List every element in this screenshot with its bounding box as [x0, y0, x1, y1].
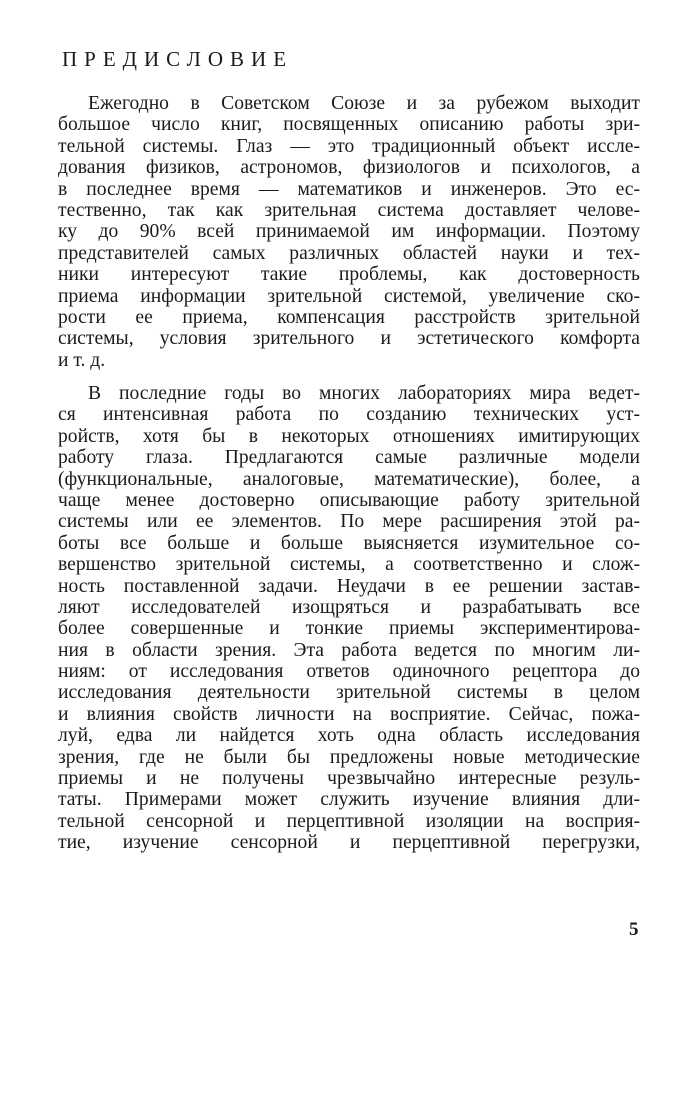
paragraph-1-line-5: в последнее время — математиков и инженеров. Это ес- [58, 178, 640, 200]
paragraph-2-line-9: вершенство зрительной системы, а соответственно и слож- [58, 554, 640, 576]
paragraph-1-line-12: системы, условия зрительного и эстетического комфорта [58, 328, 640, 350]
paragraph-2-line-11: ляют исследователей изощряться и разрабатывать все [58, 596, 640, 618]
paragraph-1-line-6: тественно, так как зрительная система доставляет челове- [58, 199, 640, 221]
paragraph-1-line-7: ку до 90% всей принимаемой им информации. Поэтому [58, 221, 640, 243]
paragraph-1-line-11: рости ее приема, компенсация расстройств зрительной [58, 306, 640, 328]
paragraph-2-line-8: боты все больше и больше выясняется изумительное со- [58, 532, 640, 554]
paragraph-1-line-8: представителей самых различных областей науки и тех- [58, 242, 640, 264]
paragraph-1 [58, 93, 640, 371]
paragraph-2-line-15: исследования деятельности зрительной системы в целом [58, 682, 640, 704]
paragraph-1-line-1: Ежегодно в Советском Союзе и за рубежом выходит [88, 93, 640, 114]
paragraph-2-line-20: таты. Примерами может служить изучение влияния дли- [58, 789, 640, 811]
paragraph-1-line-9: ники интересуют такие проблемы, как достоверность [58, 264, 640, 286]
paragraph-2-line-16: и влияния свойств личности на восприятие. Сейчас, пожа- [58, 703, 640, 725]
paragraph-1-line-10: приема информации зрительной системой, увеличение ско- [58, 285, 640, 307]
paragraph-1-line-2: большое число книг, посвященных описанию работы зри- [58, 114, 640, 136]
paragraph-2-line-21: тельной сенсорной и перцептивной изоляции на восприя- [58, 810, 640, 832]
paragraph-2-line-13: ния в области зрения. Эта работа ведется по многим ли- [58, 639, 640, 661]
paragraph-2-line-6: чаще менее достоверно описывающие работу зрительной [58, 489, 640, 511]
paragraph-2-line-2: ся интенсивная работа по созданию технических уст- [58, 404, 640, 426]
paragraph-2-line-4: работу глаза. Предлагаются самые различные модели [58, 447, 640, 469]
paragraph-2 [58, 383, 640, 854]
paragraph-2-line-22: тие, изучение сенсорной и перцептивной перегрузки, [58, 832, 640, 854]
paragraph-1-line-4: дования физиков, астрономов, физиологов и психологов, а [58, 157, 640, 179]
paragraph-2-line-18: зрения, где не были бы предложены новые методические [58, 746, 640, 768]
paragraph-2-line-3: ройств, хотя бы в некоторых отношениях имитирующих [58, 425, 640, 447]
page-heading: ПРЕДИСЛОВИЕ [62, 47, 294, 71]
paragraph-2-line-5: (функциональные, аналоговые, математические), более, а [58, 468, 640, 490]
page-number: 5 [629, 919, 639, 940]
paragraph-2-line-14: ниям: от исследования ответов одиночного рецептора до [58, 661, 640, 683]
paragraph-2-line-7: системы или ее элементов. По мере расширения этой ра- [58, 511, 640, 533]
paragraph-2-line-17: луй, едва ли найдется хоть одна область исследования [58, 725, 640, 747]
paragraph-2-line-10: ность поставленной задачи. Неудачи в ее решении застав- [58, 575, 640, 597]
paragraph-1-line-13: и т. д. [58, 349, 106, 371]
paragraph-2-line-19: приемы и не получены чрезвычайно интересные резуль- [58, 768, 640, 790]
paragraph-2-line-12: более совершенные и тонкие приемы экспериментирова- [58, 618, 640, 640]
paragraph-1-line-3: тельной системы. Глаз — это традиционный объект иссле- [58, 135, 640, 157]
paragraph-2-line-1: В последние годы во многих лабораториях мира ведет- [88, 383, 640, 404]
